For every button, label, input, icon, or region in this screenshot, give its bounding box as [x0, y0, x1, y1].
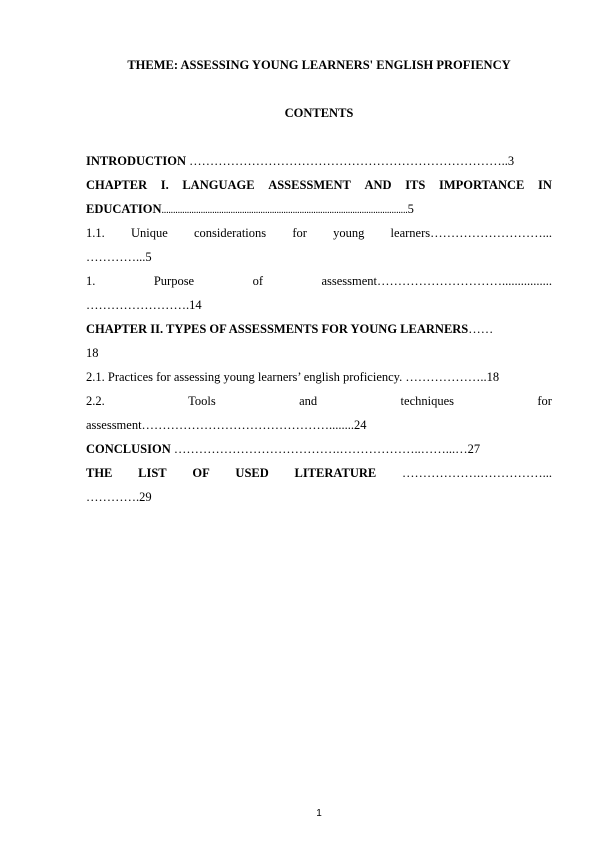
toc-word: young — [333, 226, 365, 240]
toc-label: EDUCATION — [86, 202, 162, 216]
toc-word: for — [537, 394, 552, 408]
toc-entry-introduction — [86, 152, 552, 170]
toc-entry-conclusion — [86, 440, 552, 458]
toc-word: considerations — [193, 226, 267, 240]
toc-word: OF — [192, 466, 210, 480]
toc-word: AND — [364, 178, 392, 192]
toc-word: ASSESSMENT — [268, 178, 351, 192]
toc-word: Tools — [188, 394, 216, 408]
toc-word: and — [299, 394, 318, 408]
toc-entry-2-2-line-1 — [86, 392, 552, 410]
toc-leader-dots: ........................................................................................................... — [161, 205, 408, 216]
theme-heading: THEME: ASSESSING YOUNG LEARNERS' ENGLISH PROFIENCY — [127, 58, 511, 72]
toc-word: LIST — [138, 466, 167, 480]
toc-word: IMPORTANCE — [438, 178, 525, 192]
toc-entry-1-1-line-2: …………...5 — [86, 250, 152, 264]
toc-entry-1-line-1 — [86, 272, 552, 290]
toc-page-number: 5 — [407, 202, 414, 216]
toc-label: INTRODUCTION — [86, 154, 187, 168]
toc-word: ITS — [405, 178, 426, 192]
toc-page-number: 3 — [507, 154, 515, 168]
contents-heading: CONTENTS — [284, 106, 354, 120]
toc-entry-chapter-1-line-1 — [86, 176, 552, 194]
toc-entry-2-1: 2.1. Practices for assessing young learners’ english proficiency. ………………..18 — [86, 370, 500, 384]
toc-word: Purpose — [153, 274, 195, 288]
toc-label: CONCLUSION — [86, 442, 171, 456]
toc-entry-1-line-2: …………………….14 — [86, 298, 202, 312]
toc-entry-chapter-1-line-2 — [86, 200, 552, 218]
toc-entry-literature-line-1 — [86, 464, 552, 482]
toc-leader-dots: ………………………………………………………………….. — [186, 154, 508, 168]
toc-word: I. — [160, 178, 169, 192]
toc-label: CHAPTER II. TYPES OF ASSESSMENTS FOR YOUNG LEARNERS — [86, 322, 469, 336]
toc-entry-1-1-line-1 — [86, 224, 552, 242]
toc-word: of — [252, 274, 263, 288]
toc-word: 2.2. — [86, 394, 105, 408]
toc-word: LANGUAGE — [182, 178, 255, 192]
toc-leader-dots: ……………….……………... — [401, 466, 552, 480]
toc-word: 1. — [86, 274, 96, 288]
toc-leader-dots: ………………………………….………………..……...… — [170, 442, 468, 456]
toc-word: assessment…………………………................ — [321, 274, 552, 288]
toc-word: 1.1. — [86, 226, 105, 240]
toc-word: LITERATURE — [294, 466, 377, 480]
toc-leader-dots: …… — [468, 322, 494, 336]
toc-word: for — [292, 226, 307, 240]
toc-entry-2-2-line-2: assessment………………………………………........24 — [86, 418, 367, 432]
toc-word: techniques — [400, 394, 455, 408]
toc-word: USED — [235, 466, 269, 480]
toc-word: Unique — [130, 226, 168, 240]
toc-entry-chapter-2-line-1 — [86, 320, 552, 338]
toc-word: IN — [538, 178, 552, 192]
toc-page-number: 27 — [467, 442, 481, 456]
page-number: 1 — [316, 808, 322, 819]
toc-word: learners………………………... — [390, 226, 552, 240]
toc-word: THE — [86, 466, 113, 480]
toc-entry-chapter-2-line-2: 18 — [86, 346, 99, 360]
toc-word: CHAPTER — [86, 178, 148, 192]
toc-entry-literature-line-2: ………….29 — [86, 490, 152, 504]
